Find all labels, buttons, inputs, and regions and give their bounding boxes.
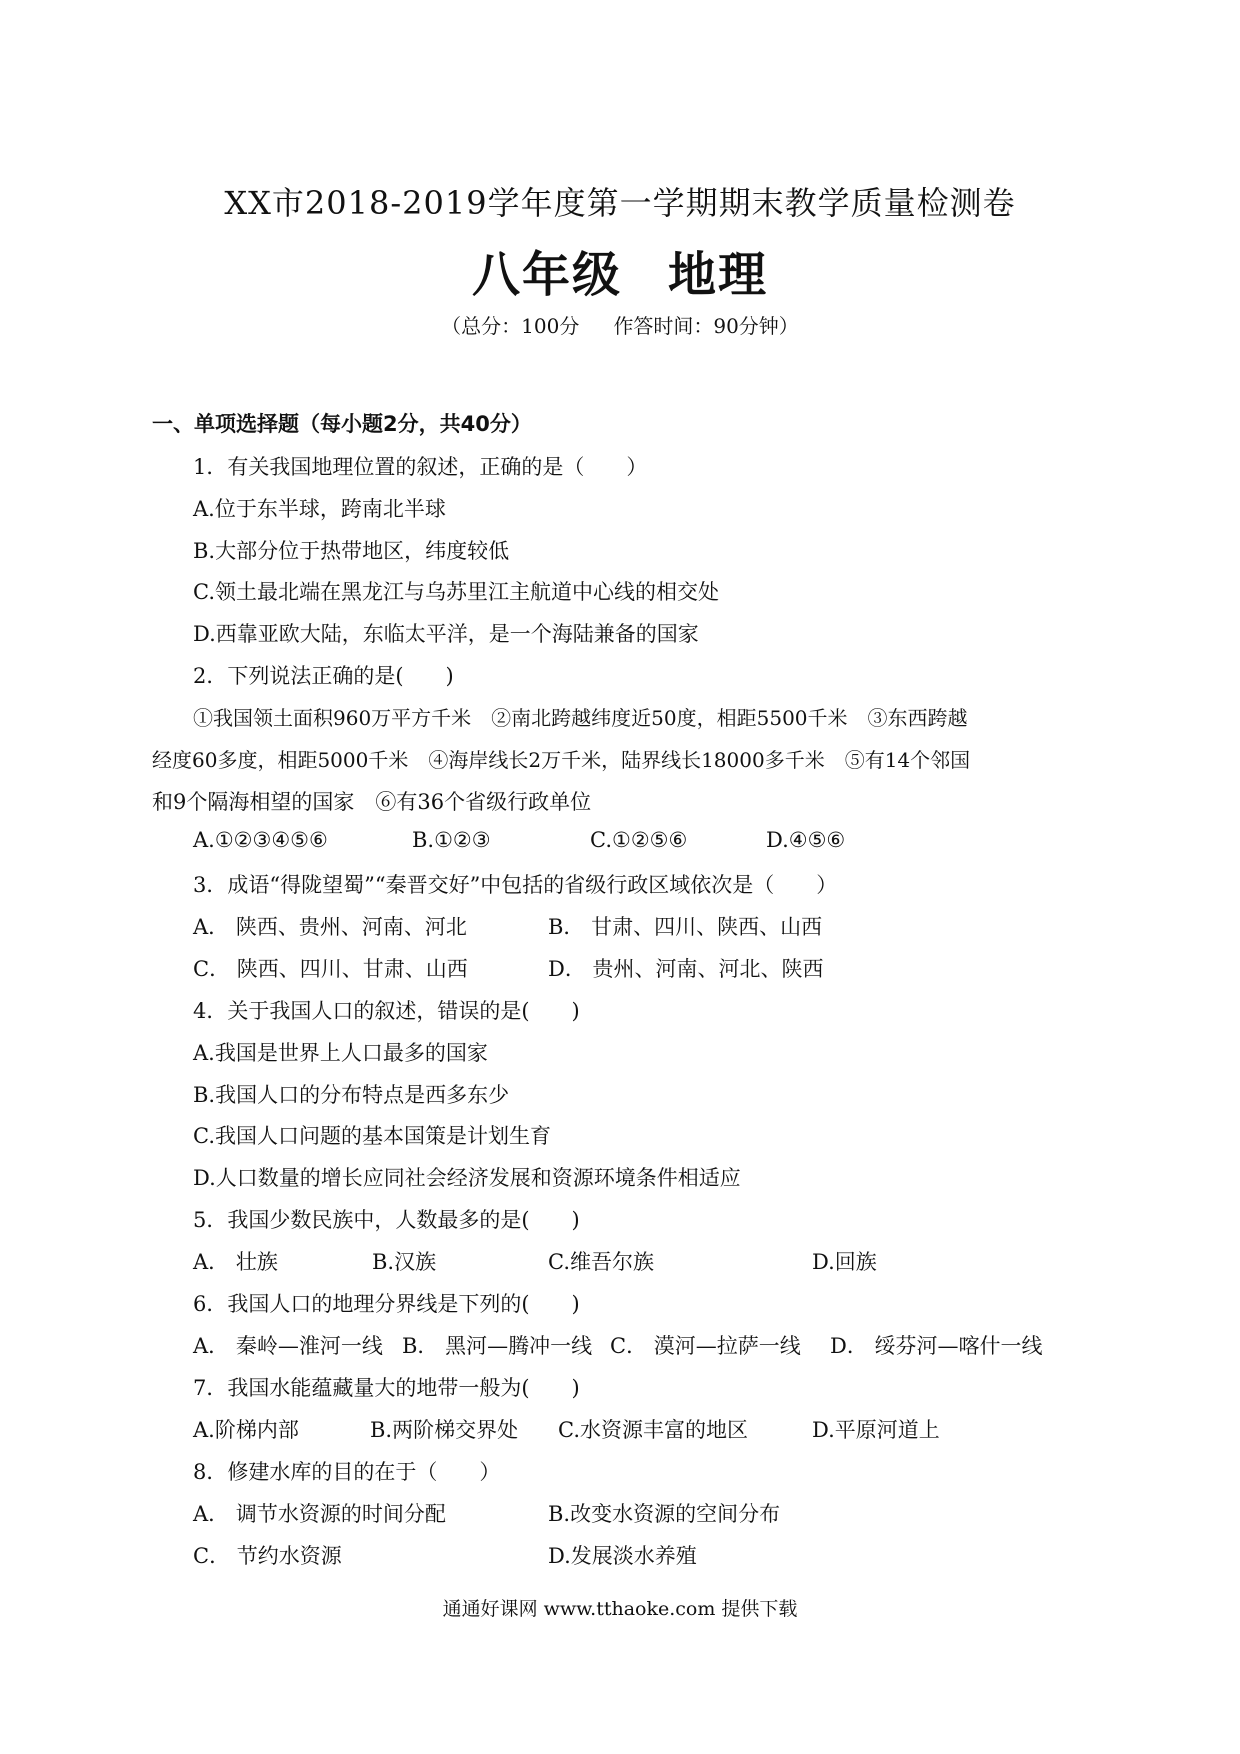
statement-line: 经度60多度，相距5000千米 ④海岸线长2万千米，陆界线长18000多千米 ⑤有14个邻国	[152, 748, 971, 772]
exam-meta	[0, 310, 1240, 339]
option-d: D． 贵州、河南、河北、陕西	[548, 957, 824, 981]
option-a: A． 壮族	[193, 1250, 278, 1274]
option-b: B.大部分位于热带地区，纬度较低	[193, 539, 510, 563]
option-a: A.我国是世界上人口最多的国家	[193, 1041, 488, 1065]
option-a: A.位于东半球，跨南北半球	[193, 497, 446, 521]
option-a: A.①②③④⑤⑥	[193, 828, 328, 852]
total-score: （总分：100分	[441, 314, 580, 338]
option-d: D.④⑤⑥	[766, 828, 846, 852]
option-c: C.领土最北端在黑龙江与乌苏里江主航道中心线的相交处	[193, 580, 719, 604]
duration: 作答时间：90分钟）	[613, 314, 799, 338]
option-b: B． 甘肃、四川、陕西、山西	[548, 915, 823, 939]
option-d: D． 绥芬河—喀什一线	[830, 1334, 1043, 1358]
option-c: C.①②⑤⑥	[590, 828, 688, 852]
grade-label: 八年级	[471, 247, 622, 303]
question-stem: 1．有关我国地理位置的叙述，正确的是（ ）	[193, 455, 648, 479]
option-d: D.发展淡水养殖	[548, 1544, 697, 1568]
option-b: B． 黑河—腾冲一线	[402, 1334, 593, 1358]
option-b: B.①②③	[412, 828, 491, 852]
option-c: C.我国人口问题的基本国策是计划生育	[193, 1124, 551, 1148]
subject-label: 地理	[668, 247, 769, 303]
option-d: D.平原河道上	[812, 1418, 940, 1442]
statement-line: 和9个隔海相望的国家 ⑥有36个省级行政单位	[152, 790, 592, 814]
question-stem: 5．我国少数民族中，人数最多的是( )	[193, 1208, 580, 1232]
option-c: C． 漠河—拉萨一线	[610, 1334, 801, 1358]
option-c: C.水资源丰富的地区	[558, 1418, 748, 1442]
option-d: D.西靠亚欧大陆，东临太平洋，是一个海陆兼备的国家	[193, 622, 699, 646]
option-b: B.我国人口的分布特点是西多东少	[193, 1083, 510, 1107]
option-a: A.阶梯内部	[193, 1418, 299, 1442]
option-a: A． 调节水资源的时间分配	[193, 1502, 446, 1526]
option-b: B.汉族	[372, 1250, 437, 1274]
option-b: B.两阶梯交界处	[370, 1418, 519, 1442]
question-stem: 6．我国人口的地理分界线是下列的( )	[193, 1292, 580, 1316]
option-c: C． 陕西、四川、甘肃、山西	[193, 957, 468, 981]
option-c: C.维吾尔族	[548, 1250, 654, 1274]
question-stem: 4．关于我国人口的叙述，错误的是( )	[193, 999, 580, 1023]
exam-title: XX市2018-2019学年度第一学期期末教学质量检测卷	[224, 184, 1016, 222]
option-d: D.人口数量的增长应同社会经济发展和资源环境条件相适应	[193, 1166, 741, 1190]
question-stem: 7．我国水能蕴藏量大的地带一般为( )	[193, 1376, 580, 1400]
section-heading: 一、单项选择题（每小题2分，共40分）	[152, 412, 532, 436]
question-stem: 8．修建水库的目的在于（ ）	[193, 1460, 501, 1484]
option-b: B.改变水资源的空间分布	[548, 1502, 781, 1526]
option-a: A． 陕西、贵州、河南、河北	[193, 915, 467, 939]
grade-subject	[0, 236, 1240, 305]
question-stem: 3．成语“得陇望蜀”“秦晋交好”中包括的省级行政区域依次是（ ）	[193, 873, 838, 897]
option-d: D.回族	[812, 1250, 877, 1274]
option-c: C． 节约水资源	[193, 1544, 342, 1568]
question-stem: 2．下列说法正确的是( )	[193, 664, 454, 688]
footer-note: 通通好课网 www.tthaoke.com 提供下载	[442, 1598, 798, 1620]
statement-line: ①我国领土面积960万平方千米 ②南北跨越纬度近50度，相距5500千米 ③东西跨越	[193, 706, 968, 730]
option-a: A． 秦岭—淮河一线	[193, 1334, 383, 1358]
